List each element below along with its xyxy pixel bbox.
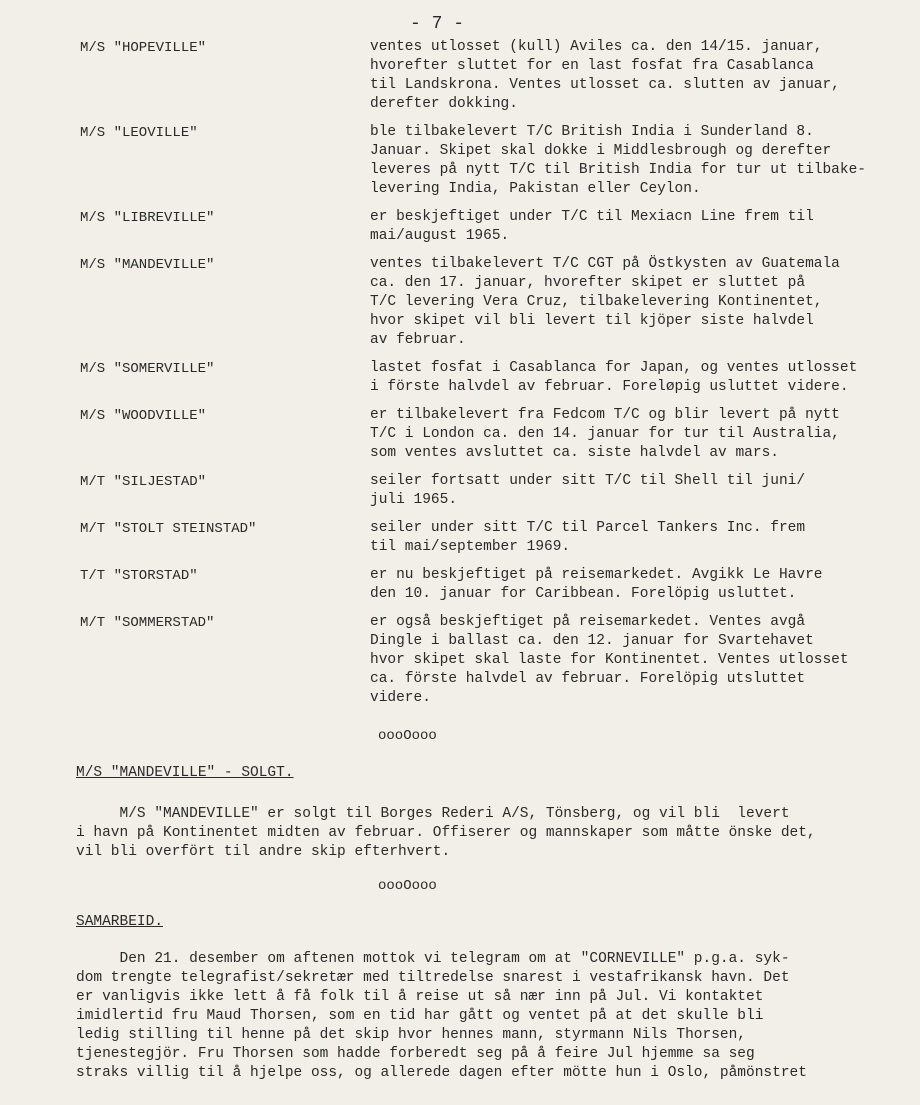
page-number: - 7 - [410, 14, 465, 34]
description-line: hvorefter sluttet for en last fosfat fra Casablanca [370, 58, 814, 74]
description-line: er beskjeftiget under T/C til Mexiacn Line frem til [370, 209, 814, 225]
ship-description [370, 38, 900, 114]
ship-name: M/T "SOMMERSTAD" [80, 615, 215, 631]
ship-entry [80, 613, 900, 708]
ship-name: M/S "WOODVILLE" [80, 408, 207, 424]
description-line: ventes utlosset (kull) Aviles ca. den 14/15. januar, [370, 39, 823, 55]
description-line: ca. förste halvdel av februar. Forelöpig utsluttet [370, 671, 806, 687]
description-line: av februar. [370, 332, 466, 348]
description-line: til mai/september 1969. [370, 539, 571, 555]
ship-description [370, 359, 900, 397]
paragraph-line: dom trengte telegrafist/sekretær med tiltredelse snarest i vestafrikansk havn. Det [76, 970, 790, 986]
paragraph-line: tjenestegjör. Fru Thorsen som hadde forberedt seg på å feire Jul hjemme sa seg [76, 1046, 755, 1062]
description-line: er også beskjeftiget på reisemarkedet. Ventes avgå [370, 614, 806, 630]
ship-entry [80, 123, 900, 199]
ship-description [370, 406, 900, 463]
description-line: juli 1965. [370, 492, 458, 508]
separator: oooOooo [378, 878, 437, 894]
ship-entry [80, 359, 900, 397]
paragraph-sold [76, 805, 816, 862]
ship-name: M/S "SOMERVILLE" [80, 361, 215, 377]
ship-name: M/T "SILJESTAD" [80, 474, 207, 490]
description-line: derefter dokking. [370, 96, 518, 112]
ship-entry [80, 208, 900, 246]
ship-description [370, 123, 900, 199]
description-line: lastet fosfat i Casablanca for Japan, og ventes utlosset [370, 360, 858, 376]
ship-entry [80, 406, 900, 463]
ship-description [370, 208, 900, 246]
paragraph-cooperation [76, 950, 807, 1083]
description-line: levering India, Pakistan eller Ceylon. [370, 181, 701, 197]
description-line: i förste halvdel av februar. Foreløpig usluttet videre. [370, 379, 849, 395]
ship-description [370, 613, 900, 708]
ship-description [370, 255, 900, 350]
ship-entry [80, 472, 900, 510]
description-line: er nu beskjeftiget på reisemarkedet. Avgikk Le Havre [370, 567, 823, 583]
description-line: hvor skipet vil bli levert til kjöper siste halvdel [370, 313, 814, 329]
ship-list [80, 38, 900, 717]
description-line: T/C levering Vera Cruz, tilbakelevering Kontinentet, [370, 294, 823, 310]
paragraph-line: i havn på Kontinentet midten av februar. Offiserer og mannskaper som måtte önske det, [76, 825, 816, 841]
paragraph-line: Den 21. desember om aftenen mottok vi telegram om at "CORNEVILLE" p.g.a. syk- [76, 951, 790, 967]
ship-entry [80, 255, 900, 350]
ship-name: M/S "MANDEVILLE" [80, 257, 215, 273]
ship-entry [80, 566, 900, 604]
description-line: leveres på nytt T/C til British India for tur ut tilbake- [370, 162, 866, 178]
description-line: som ventes avsluttet ca. siste halvdel av mars. [370, 445, 779, 461]
paragraph-line: ledig stilling til henne på det skip hvor hennes mann, styrmann Nils Thorsen, [76, 1027, 747, 1043]
description-line: den 10. januar for Caribbean. Forelöpig usluttet. [370, 586, 797, 602]
ship-entry [80, 38, 900, 114]
paragraph-line: vil bli overfört til andre skip efterhvert. [76, 844, 451, 860]
description-line: ble tilbakelevert T/C British India i Sunderland 8. [370, 124, 814, 140]
paragraph-line: straks villig til å hjelpe oss, og allerede dagen efter mötte hun i Oslo, påmönstret [76, 1065, 807, 1081]
ship-name: M/S "LEOVILLE" [80, 125, 198, 141]
ship-name: M/S "HOPEVILLE" [80, 40, 207, 56]
description-line: Dingle i ballast ca. den 12. januar for Svartehavet [370, 633, 814, 649]
description-line: er tilbakelevert fra Fedcom T/C og blir levert på nytt [370, 407, 840, 423]
paragraph-line: er vanligvis ikke lett å få folk til å reise ut så nær inn på Jul. Vi kontaktet [76, 989, 764, 1005]
description-line: til Landskrona. Ventes utlosset ca. slutten av januar, [370, 77, 840, 93]
paragraph-line: imidlertid fru Maud Thorsen, som en tid har gått og ventet på at det skulle bli [76, 1008, 764, 1024]
ship-description [370, 519, 900, 557]
ship-description [370, 472, 900, 510]
description-line: videre. [370, 690, 431, 706]
ship-entry [80, 519, 900, 557]
description-line: ca. den 17. januar, hvorefter skipet er sluttet på [370, 275, 806, 291]
ship-name: M/S "LIBREVILLE" [80, 210, 215, 226]
description-line: seiler fortsatt under sitt T/C til Shell til juni/ [370, 473, 806, 489]
description-line: Januar. Skipet skal dokke i Middlesbrough og derefter [370, 143, 832, 159]
description-line: seiler under sitt T/C til Parcel Tankers Inc. frem [370, 520, 806, 536]
paragraph-line: M/S "MANDEVILLE" er solgt til Borges Rederi A/S, Tönsberg, og vil bli levert [76, 806, 790, 822]
section-heading-cooperation: SAMARBEID. [76, 914, 164, 930]
description-line: ventes tilbakelevert T/C CGT på Östkysten av Guatemala [370, 256, 840, 272]
section-heading-sold: M/S "MANDEVILLE" - SOLGT. [76, 765, 294, 781]
description-line: mai/august 1965. [370, 228, 510, 244]
ship-name: T/T "STORSTAD" [80, 568, 198, 584]
ship-description [370, 566, 900, 604]
description-line: T/C i London ca. den 14. januar for tur til Australia, [370, 426, 840, 442]
separator: oooOooo [378, 728, 437, 744]
ship-name: M/T "STOLT STEINSTAD" [80, 521, 257, 537]
description-line: hvor skipet skal laste for Kontinentet. Ventes utlosset [370, 652, 849, 668]
